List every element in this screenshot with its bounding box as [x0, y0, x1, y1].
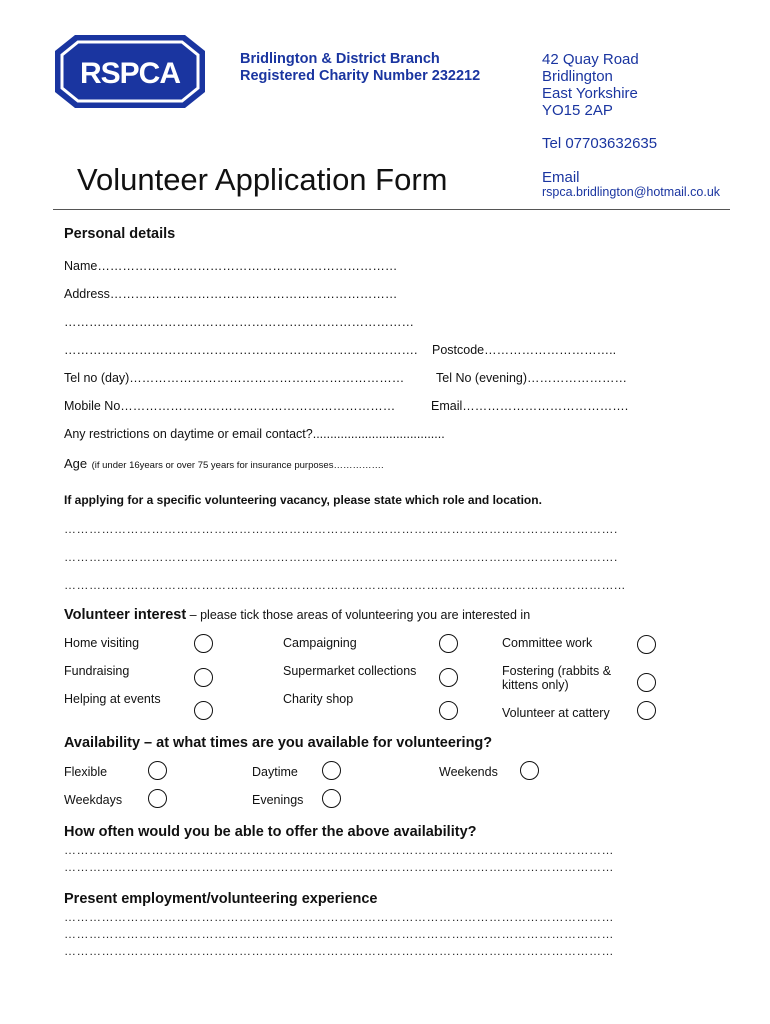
age-note: (if under 16years or over 75 years for insurance purposes…………….: [91, 460, 384, 471]
interest-heading: Volunteer interest: [64, 607, 187, 623]
address-line-3: East Yorkshire: [542, 85, 638, 102]
employment-line-3[interactable]: ……………………………………………………………………………………………………………………: [64, 944, 614, 958]
telephone: Tel 07703632635: [542, 135, 658, 152]
page-title: Volunteer Application Form: [77, 162, 448, 197]
fostering-checkbox[interactable]: [637, 673, 656, 692]
option-daytime: Daytime: [252, 765, 298, 779]
availability-heading: Availability – at what times are you available for volunteering?: [64, 735, 493, 751]
logo-text: RSPCA: [79, 57, 181, 90]
option-fostering-line-1: Fostering (rabbits &: [502, 664, 612, 678]
address-field-2[interactable]: …………………………………………………………………………: [64, 315, 414, 329]
address-line-2: Bridlington: [542, 68, 613, 85]
interest-heading-row: [64, 606, 530, 624]
option-supermarket-collections: Supermarket collections: [283, 664, 417, 678]
supermarket-collections-checkbox[interactable]: [439, 668, 458, 687]
age-label: Age: [64, 456, 88, 471]
restrictions-field[interactable]: Any restrictions on daytime or email contact?......................................: [64, 427, 445, 441]
personal-details-heading: Personal details: [64, 226, 176, 242]
option-weekends: Weekends: [439, 765, 498, 779]
email-field[interactable]: Email………………………………….: [431, 399, 629, 413]
employment-heading: Present employment/volunteering experience: [64, 891, 378, 907]
employment-line-2[interactable]: ……………………………………………………………………………………………………………………: [64, 927, 614, 941]
email-address[interactable]: rspca.bridlington@hotmail.co.uk: [542, 185, 721, 199]
option-fostering-line-2: kittens only): [502, 678, 569, 692]
branch-name: Bridlington & District Branch: [240, 51, 440, 67]
vacancy-line-1[interactable]: …………………………………………………………………………………………………………………….: [64, 522, 618, 536]
name-field[interactable]: Name………………………………………………………………: [64, 259, 398, 273]
address-field-3[interactable]: ………………………………………………………………………….: [64, 343, 418, 357]
option-flexible: Flexible: [64, 765, 108, 779]
age-field[interactable]: [64, 455, 384, 473]
weekends-checkbox[interactable]: [520, 761, 539, 780]
frequency-line-2[interactable]: ……………………………………………………………………………………………………………………: [64, 860, 614, 874]
mobile-field[interactable]: Mobile No…………………………………………………………: [64, 399, 396, 413]
interest-subheading: – please tick those areas of volunteering you are interested in: [186, 608, 531, 622]
tel-evening-field[interactable]: Tel No (evening)……………………: [436, 371, 628, 385]
daytime-checkbox[interactable]: [322, 761, 341, 780]
vacancy-heading: If applying for a specific volunteering vacancy, please state which role and location.: [64, 493, 542, 507]
email-label: Email: [542, 169, 580, 186]
home-visiting-checkbox[interactable]: [194, 634, 213, 653]
option-home-visiting: Home visiting: [64, 636, 140, 650]
tel-day-field[interactable]: Tel no (day)…………………………………………………………: [64, 371, 405, 385]
employment-line-1[interactable]: ……………………………………………………………………………………………………………………: [64, 910, 614, 924]
option-committee-work: Committee work: [502, 636, 593, 650]
option-evenings: Evenings: [252, 793, 304, 807]
rspca-logo: [53, 33, 207, 110]
committee-work-checkbox[interactable]: [637, 635, 656, 654]
option-volunteer-at-cattery: Volunteer at cattery: [502, 706, 610, 720]
evenings-checkbox[interactable]: [322, 789, 341, 808]
vacancy-line-2[interactable]: …………………………………………………………………………………………………………………….: [64, 550, 618, 564]
address-line-4: YO15 2AP: [542, 102, 613, 119]
option-campaigning: Campaigning: [283, 636, 357, 650]
flexible-checkbox[interactable]: [148, 761, 167, 780]
weekdays-checkbox[interactable]: [148, 789, 167, 808]
option-helping-at-events: Helping at events: [64, 692, 161, 706]
helping-at-events-checkbox[interactable]: [194, 701, 213, 720]
charity-shop-checkbox[interactable]: [439, 701, 458, 720]
header-divider: [53, 209, 730, 210]
frequency-heading: How often would you be able to offer the above availability?: [64, 824, 477, 840]
postcode-field[interactable]: Postcode…………………………..: [432, 343, 617, 357]
campaigning-checkbox[interactable]: [439, 634, 458, 653]
address-line-1: 42 Quay Road: [542, 51, 639, 68]
option-weekdays: Weekdays: [64, 793, 123, 807]
volunteer-at-cattery-checkbox[interactable]: [637, 701, 656, 720]
charity-number: Registered Charity Number 232212: [240, 68, 481, 84]
fundraising-checkbox[interactable]: [194, 668, 213, 687]
address-field-1[interactable]: Address……………………………………………………………: [64, 287, 398, 301]
option-fundraising: Fundraising: [64, 664, 130, 678]
option-charity-shop: Charity shop: [283, 692, 354, 706]
vacancy-line-3[interactable]: ……………………………………………………………………………………………………………………...: [64, 578, 626, 592]
frequency-line-1[interactable]: ……………………………………………………………………………………………………………………: [64, 843, 614, 857]
